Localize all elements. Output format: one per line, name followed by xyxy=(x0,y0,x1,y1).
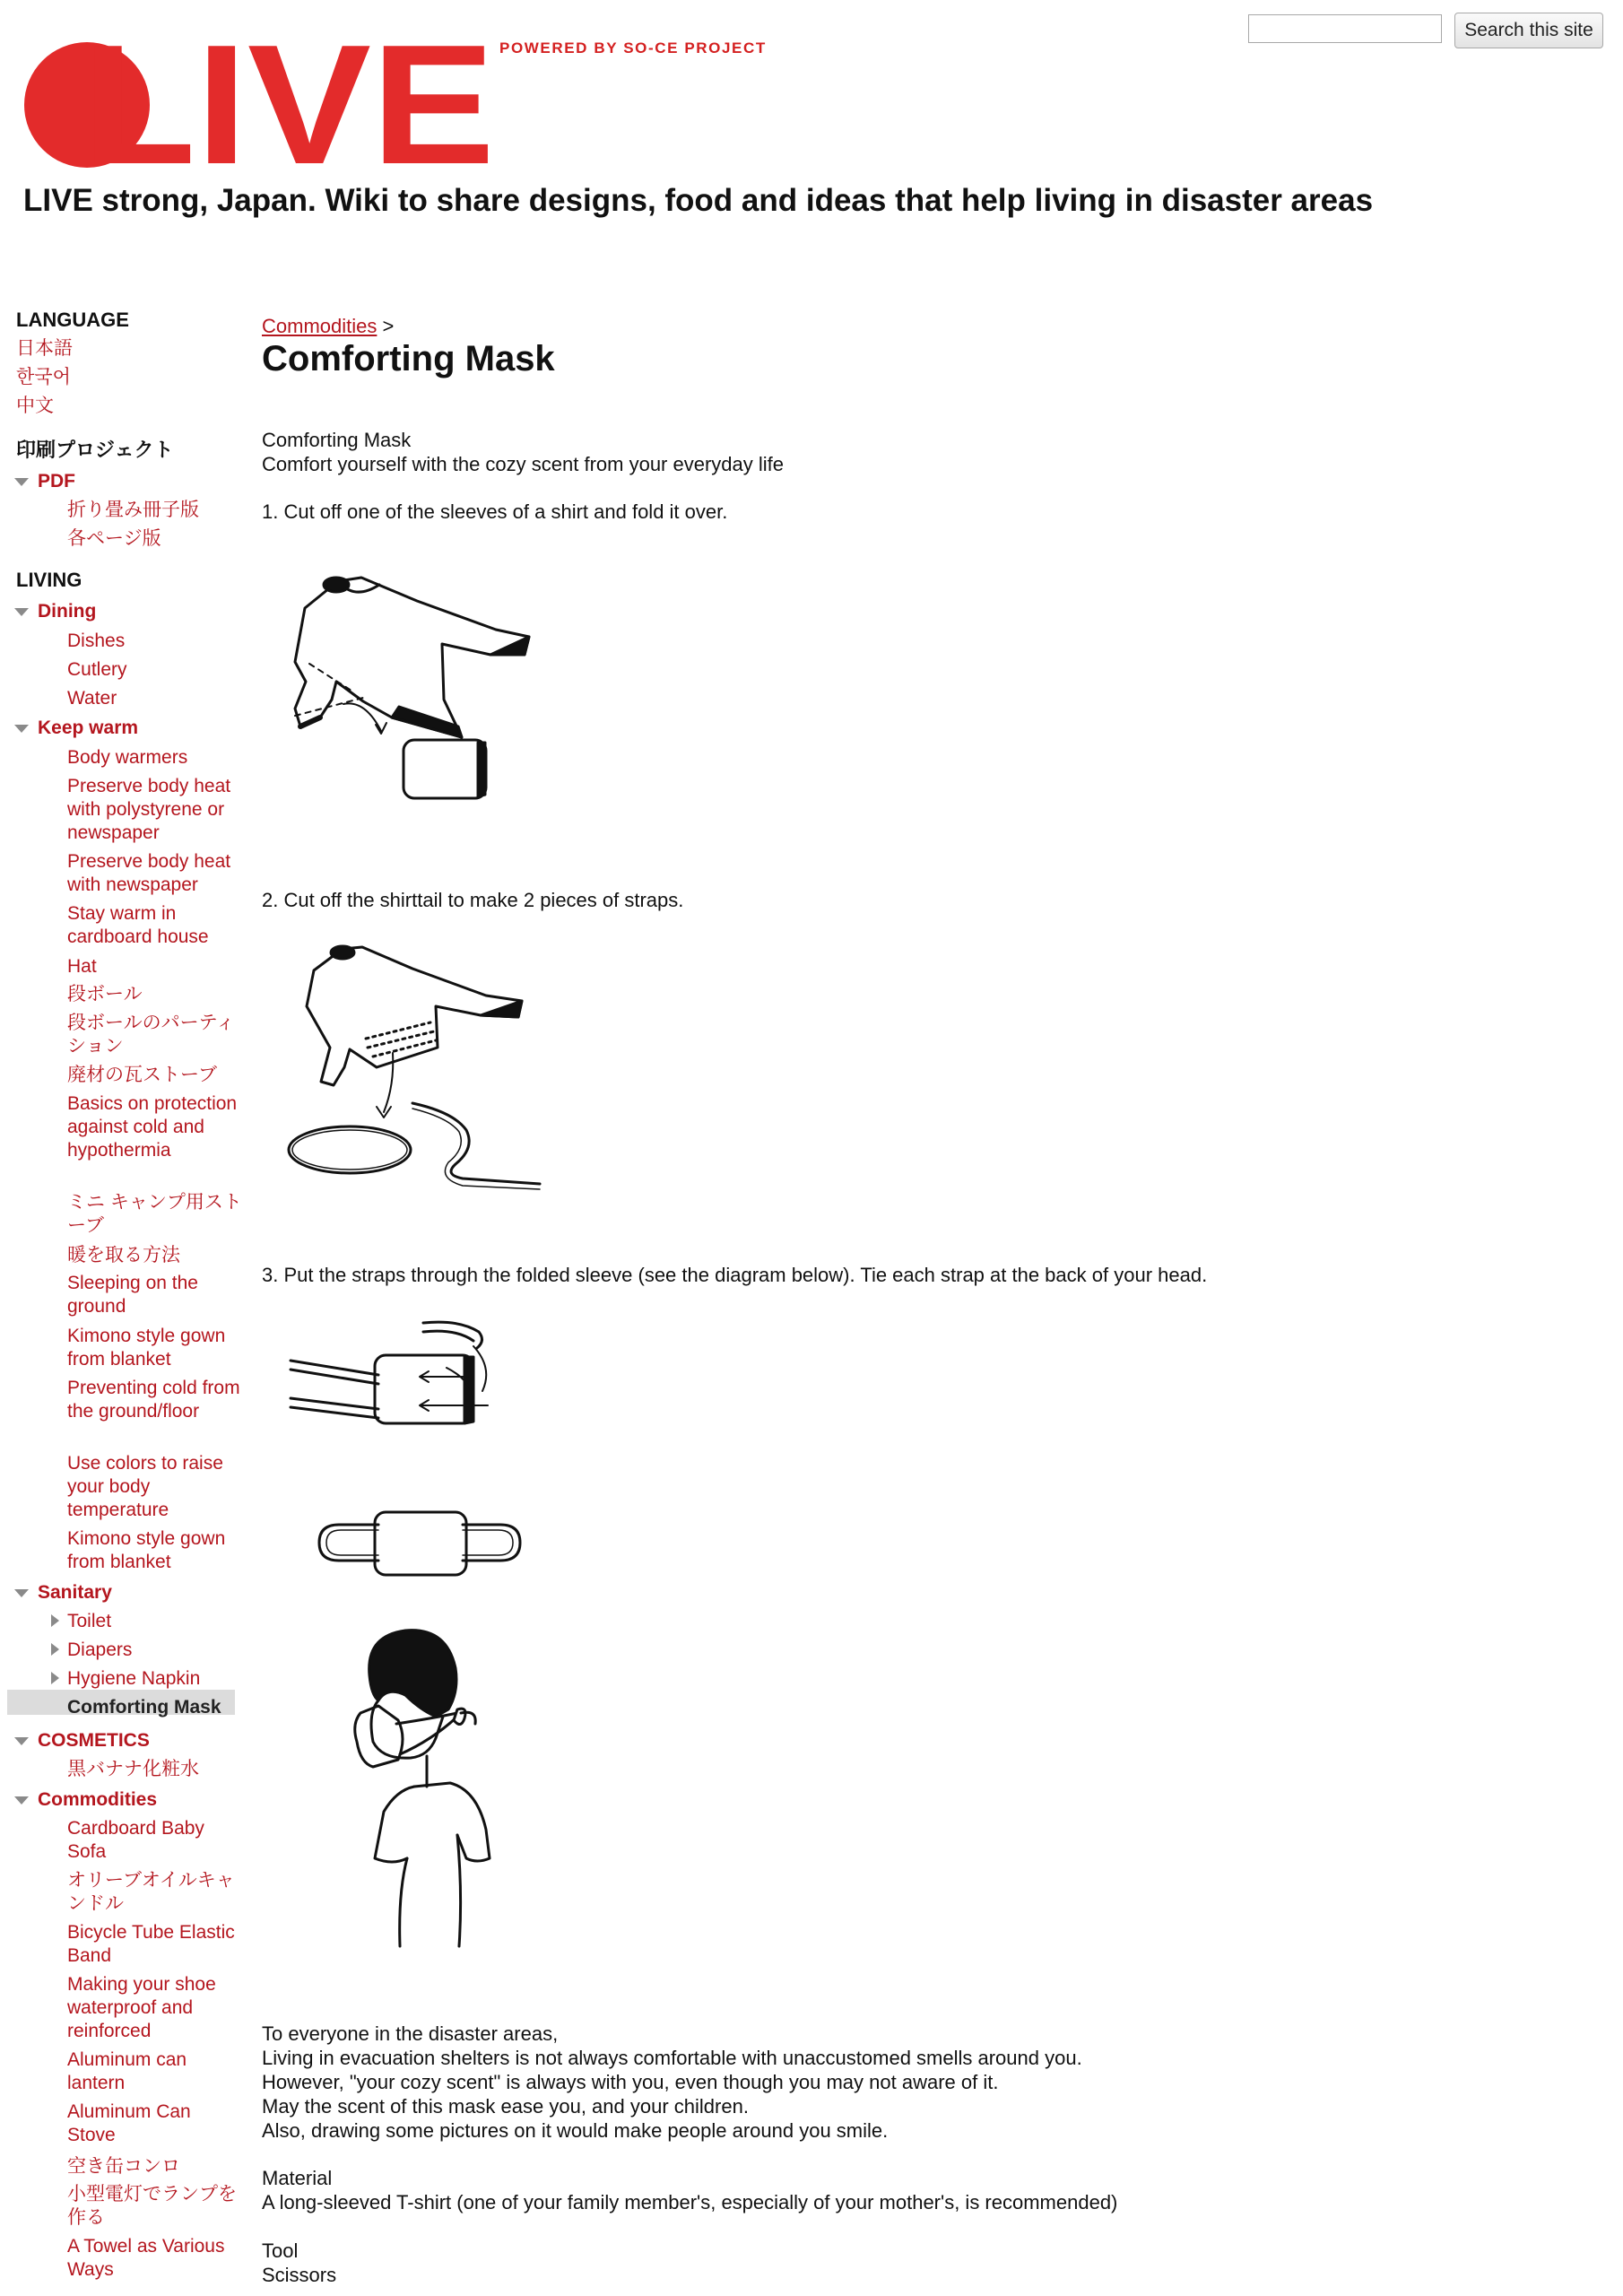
expand-arrow-icon[interactable] xyxy=(14,1796,29,1805)
site-tagline: LIVE strong, Japan. Wiki to share designs, food and ideas that help living in disaster areas xyxy=(23,183,1374,218)
sidebar-item-preventing-cold[interactable]: Preventing cold from the ground/floor xyxy=(67,1378,240,1422)
sidebar-group-pdf[interactable]: PDF xyxy=(38,471,75,491)
breadcrumb-separator: > xyxy=(382,315,395,337)
page-title: Comforting Mask xyxy=(262,339,555,378)
print-project-heading: 印刷プロジェクト xyxy=(16,439,174,461)
breadcrumb-link-commodities[interactable]: Commodities xyxy=(262,315,378,337)
collapse-arrow-icon[interactable] xyxy=(51,1614,59,1627)
expand-arrow-icon[interactable] xyxy=(14,478,29,486)
message-line-3: However, "your cozy scent" is always with you, even though you may not aware of it. xyxy=(262,2071,999,2093)
message-line-5: Also, drawing some pictures on it would make people around you smile. xyxy=(262,2119,889,2142)
sidebar-item-comforting-mask[interactable]: Comforting Mask xyxy=(67,1697,221,1718)
sidebar-item-japanese[interactable]: 日本語 xyxy=(16,338,73,359)
expand-arrow-icon[interactable] xyxy=(14,608,29,616)
sidebar-group-keep-warm[interactable]: Keep warm xyxy=(38,718,139,738)
expand-arrow-icon[interactable] xyxy=(14,1589,29,1597)
sidebar-item-warmth-jp[interactable]: 暖を取る方法 xyxy=(67,1245,180,1265)
sidebar-item-can-stove[interactable]: Aluminum Can Stove xyxy=(67,2101,191,2145)
sidebar-item-cutlery[interactable]: Cutlery xyxy=(67,659,127,680)
sidebar-item-use-colors[interactable]: Use colors to raise your body temperature xyxy=(67,1453,223,1520)
sidebar-item-cardboard-house[interactable]: Stay warm in cardboard house xyxy=(67,903,209,947)
breadcrumb xyxy=(262,314,394,338)
message-line-1: To everyone in the disaster areas, xyxy=(262,2022,559,2045)
step-2-text: 2. Cut off the shirttail to make 2 pieces of straps. xyxy=(262,889,684,911)
sidebar-item-lamp-jp[interactable]: 小型電灯でランプを作る xyxy=(67,2184,237,2228)
sidebar-item-polystyrene[interactable]: Preserve body heat with polystyrene or newspaper xyxy=(67,776,231,843)
sidebar-item-partition-jp[interactable]: 段ボールのパーティション xyxy=(67,1013,235,1057)
logo-text: LIVE xyxy=(82,38,495,172)
sidebar-item-banana-lotion[interactable]: 黒バナナ化粧水 xyxy=(67,1759,199,1779)
sidebar-item-dishes[interactable]: Dishes xyxy=(67,631,126,651)
sidebar-item-hygiene-napkin[interactable]: Hygiene Napkin xyxy=(67,1668,201,1689)
sidebar-item-hypothermia[interactable]: Basics on protection against cold and hypothermia xyxy=(67,1093,238,1161)
message-line-4: May the scent of this mask ease you, and your children. xyxy=(262,2095,749,2118)
sidebar-item-stove-jp[interactable]: 廃材の瓦ストーブ xyxy=(67,1065,217,1085)
sidebar-group-sanitary[interactable]: Sanitary xyxy=(38,1582,112,1603)
step-1-text: 1. Cut off one of the sleeves of a shirt and fold it over. xyxy=(262,500,728,523)
sidebar-item-pdf-booklet[interactable]: 折り畳み冊子版 xyxy=(67,500,199,520)
sidebar-item-can-stove-jp[interactable]: 空き缶コンロ xyxy=(67,2156,180,2177)
sidebar-item-chinese[interactable]: 中文 xyxy=(16,396,54,416)
sidebar-item-hat[interactable]: Hat xyxy=(67,956,97,977)
sidebar-item-kimono-gown-2[interactable]: Kimono style gown from blanket xyxy=(67,1528,226,1572)
expand-arrow-icon[interactable] xyxy=(14,725,29,733)
sidebar-group-commodities[interactable]: Commodities xyxy=(38,1789,158,1810)
intro-title: Comforting Mask xyxy=(262,429,412,451)
powered-by-label: POWERED BY SO-CE PROJECT xyxy=(499,39,767,57)
material-heading: Material xyxy=(262,2167,333,2189)
sidebar-item-bicycle-tube[interactable]: Bicycle Tube Elastic Band xyxy=(67,1922,235,1966)
sidebar-item-camp-stove-jp[interactable]: ミニ キャンプ用ストーブ xyxy=(67,1192,242,1236)
step-3-text: 3. Put the straps through the folded sleeve (see the diagram below). Tie each strap at the back of your head. xyxy=(262,1264,1208,1286)
sidebar-item-pdf-pages[interactable]: 各ページ版 xyxy=(67,528,161,549)
expand-arrow-icon[interactable] xyxy=(14,1737,29,1745)
message-line-2: Living in evacuation shelters is not always comfortable with unaccustomed smells around you. xyxy=(262,2047,1082,2069)
live-logo[interactable] xyxy=(20,38,495,172)
sidebar-group-dining[interactable]: Dining xyxy=(38,601,97,622)
tool-heading: Tool xyxy=(262,2239,299,2262)
finished-mask-illustration xyxy=(316,1507,522,1578)
strap-threading-illustration xyxy=(289,1305,495,1431)
sidebar-item-diapers[interactable]: Diapers xyxy=(67,1639,133,1660)
sidebar-item-cardboard-jp[interactable]: 段ボール xyxy=(67,984,143,1004)
sidebar-item-olive-candle[interactable]: オリーブオイルキャンドル xyxy=(67,1870,235,1914)
person-wearing-mask-illustration xyxy=(343,1623,504,1955)
sidebar-item-korean[interactable]: 한국어 xyxy=(16,367,71,387)
collapse-arrow-icon[interactable] xyxy=(51,1643,59,1656)
sidebar-item-sleeping-ground[interactable]: Sleeping on the ground xyxy=(67,1273,198,1317)
search-button[interactable]: Search this site xyxy=(1454,13,1603,48)
living-heading: LIVING xyxy=(16,569,82,591)
sidebar-item-newspaper[interactable]: Preserve body heat with newspaper xyxy=(67,851,231,895)
intro-subtitle: Comfort yourself with the cozy scent from your everyday life xyxy=(262,453,784,475)
sidebar-item-body-warmers[interactable]: Body warmers xyxy=(67,747,188,768)
tool-text: Scissors xyxy=(262,2264,337,2286)
sidebar-group-cosmetics[interactable]: COSMETICS xyxy=(38,1730,150,1751)
sidebar-item-baby-sofa[interactable]: Cardboard Baby Sofa xyxy=(67,1818,204,1862)
language-heading: LANGUAGE xyxy=(16,309,129,331)
collapse-arrow-icon[interactable] xyxy=(51,1672,59,1684)
sidebar-item-kimono-gown[interactable]: Kimono style gown from blanket xyxy=(67,1326,226,1370)
shirttail-straps-illustration xyxy=(287,942,547,1193)
material-text: A long-sleeved T-shirt (one of your family member's, especially of your mother's, is recommended) xyxy=(262,2191,1118,2213)
sidebar-item-can-lantern[interactable]: Aluminum can lantern xyxy=(67,2049,187,2093)
search-input[interactable] xyxy=(1248,14,1442,43)
sidebar-item-shoe-waterproof[interactable]: Making your shoe waterproof and reinforced xyxy=(67,1974,216,2041)
sidebar-item-toilet[interactable]: Toilet xyxy=(67,1611,112,1631)
sidebar-item-water[interactable]: Water xyxy=(67,688,117,709)
sidebar-item-towel[interactable]: A Towel as Various Ways xyxy=(67,2236,225,2280)
sweater-sleeve-illustration xyxy=(282,565,551,807)
